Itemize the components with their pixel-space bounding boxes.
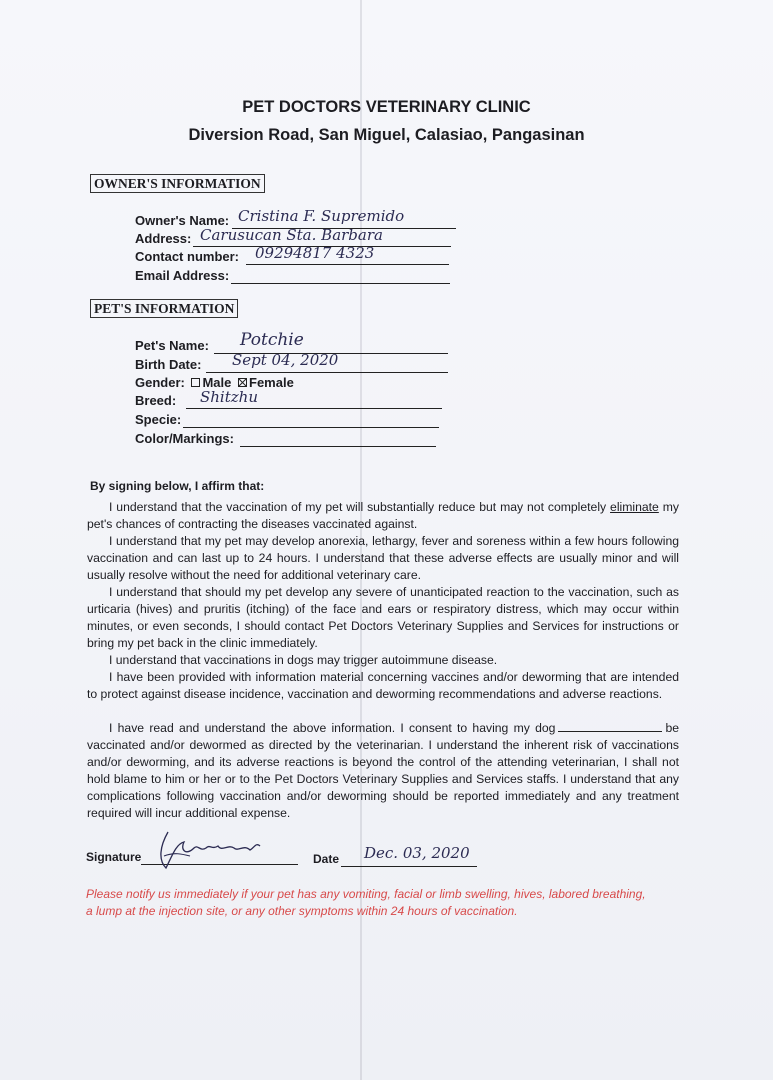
specie-line — [183, 427, 439, 428]
consent-paragraph-2: I understand that my pet may develop anorexia, lethargy, fever and soreness within a few hours following vaccination and can last up to 24 hours. I understand that these adverse effects are usually minor and will usually resolve without the need for additional veterinary care. — [87, 534, 679, 582]
female-label: Female — [249, 375, 294, 390]
contact-label: Contact number: — [135, 249, 239, 264]
notice-text: Please notify us immediately if your pet has any vomiting, facial or limb swelling, hives, labored breathing, a lump at the injection site, or any other symptoms within 24 hours of vaccination. — [86, 887, 646, 918]
breed-label: Breed: — [135, 393, 177, 408]
birth-date-value: Sept 04, 2020 — [232, 351, 339, 369]
email-line — [231, 283, 450, 284]
consent-paragraph-5: I have been provided with information material concerning vaccines and/or deworming that are intended to protect against disease incidence, vaccination and deworming recommendations and adverse reactions. — [87, 670, 679, 701]
handwritten-signature — [150, 826, 270, 874]
owner-section-label: OWNER'S INFORMATION — [90, 174, 265, 193]
gender-label: Gender: — [135, 375, 185, 390]
date-value: Dec. 03, 2020 — [364, 844, 470, 862]
color-markings-line — [240, 446, 436, 447]
consent-p1-text-end: my pet's chances of contracting the diseases vaccinated against. — [87, 500, 679, 531]
consent-paragraph-1 — [87, 499, 679, 533]
male-checkbox-icon — [191, 378, 200, 387]
dog-name-blank — [558, 720, 662, 732]
email-label: Email Address: — [135, 268, 230, 283]
consent-heading: By signing below, I affirm that: — [90, 479, 265, 493]
pet-name-label: Pet's Name: — [135, 338, 209, 353]
clinic-name: PET DOCTORS VETERINARY CLINIC — [242, 98, 531, 116]
color-markings-label: Color/Markings: — [135, 431, 234, 446]
birth-date-line — [206, 372, 448, 373]
consent-p6-text-end: be vaccinated and/or dewormed as directed by the veterinarian. I understand the inherent risk of vaccinations and/or deworming, and its adverse reactions is beyond the control of the attending veterinarian, I shall not hold blame to him or her or to the Pet Doctors Veterinary Supplies and Services staffs. I understand that any complications following vaccination and/or deworming should be reported immediately and any treatment required will incur additional expense. — [87, 721, 679, 820]
consent-p1-underlined: eliminate — [610, 500, 659, 514]
clinic-address: Diversion Road, San Miguel, Calasiao, Pangasinan — [188, 126, 585, 144]
male-label: Male — [202, 375, 232, 390]
female-checkbox-icon — [238, 378, 247, 387]
date-line — [341, 866, 477, 867]
birth-date-label: Birth Date: — [135, 357, 202, 372]
consent-paragraph-3: I understand that should my pet develop any severe of unanticipated reaction to the vaccination, such as urticaria (hives) and pruritis (itching) of the face and ears or respiratory distress, which may occur within minutes, or even seconds, I should contact Pet Doctors Veterinary Supplies and Services for instructions or bring my pet back in the clinic immediately. — [87, 585, 679, 650]
breed-value: Shitzhu — [200, 388, 258, 406]
specie-label: Specie: — [135, 412, 182, 427]
address-label: Address: — [135, 231, 192, 246]
owner-name-label: Owner's Name: — [135, 213, 230, 228]
contact-value: 09294817 4323 — [255, 244, 375, 262]
address-value: Carusucan Sta. Barbara — [200, 226, 383, 244]
consent-paragraph-4: I understand that vaccinations in dogs may trigger autoimmune disease. — [109, 653, 498, 667]
consent-p1-text: I understand that the vaccination of my pet will substantially reduce but may not completely — [109, 500, 611, 514]
consent-p6-text: I have read and understand the above information. I consent to having my dog — [109, 721, 556, 735]
contact-line — [246, 264, 449, 265]
owner-name-value: Cristina F. Supremido — [238, 207, 405, 225]
consent-paragraph-6 — [87, 720, 679, 822]
date-label: Date — [313, 852, 340, 866]
breed-line — [186, 408, 442, 409]
pet-name-value: Potchie — [240, 330, 304, 350]
signature-label: Signature — [86, 850, 142, 864]
pet-section-label: PET'S INFORMATION — [90, 299, 238, 318]
